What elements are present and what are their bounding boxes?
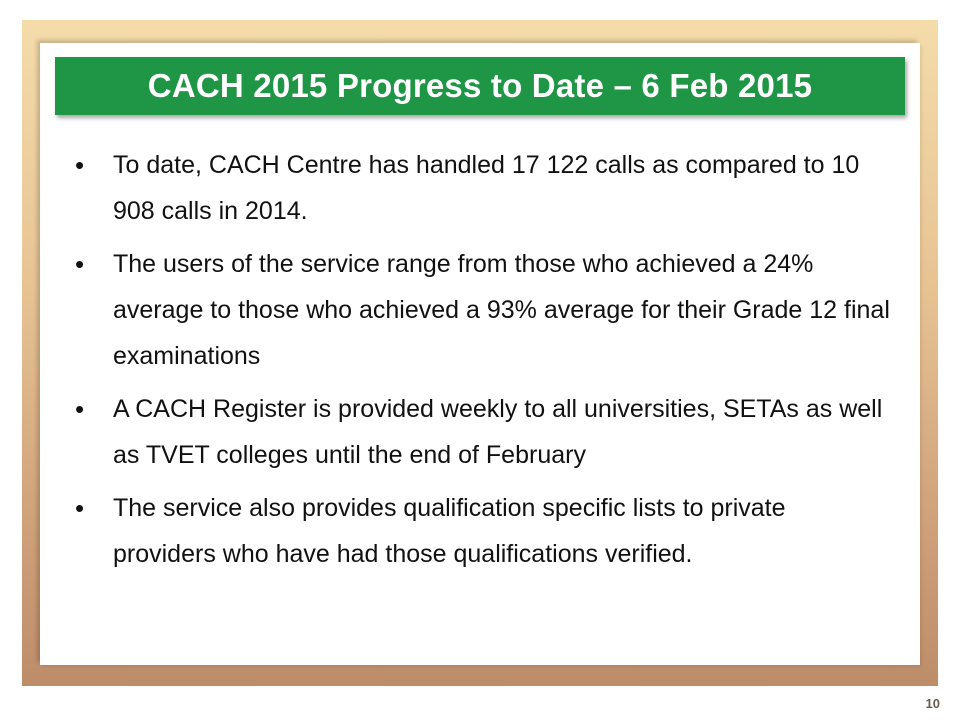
bullet-text: A CACH Register is provided weekly to all universities, SETAs as well as TVET colleges until the end of February — [113, 395, 883, 469]
bullet-item — [75, 386, 895, 478]
bullet-marker: • — [75, 249, 85, 279]
bullet-list — [75, 142, 895, 584]
bullet-text: The service also provides qualification specific lists to private providers who have had those qualifications verified. — [113, 494, 786, 568]
bullet-item — [75, 241, 895, 379]
bullet-text: To date, CACH Centre has handled 17 122 calls as compared to 10 908 calls in 2014. — [113, 151, 860, 225]
bullet-item — [75, 485, 895, 577]
bullet-marker: • — [75, 150, 85, 180]
slide-title: CACH 2015 Progress to Date – 6 Feb 2015 — [147, 67, 813, 104]
bullet-marker: • — [75, 394, 85, 424]
page-number: 10 — [925, 696, 940, 711]
bullet-text: The users of the service range from those who achieved a 24% average to those who achieved a 93% average for their Grade 12 final examinations — [113, 250, 890, 370]
title-bar — [55, 57, 905, 115]
bullet-item — [75, 142, 895, 234]
bullet-marker: • — [75, 493, 85, 523]
